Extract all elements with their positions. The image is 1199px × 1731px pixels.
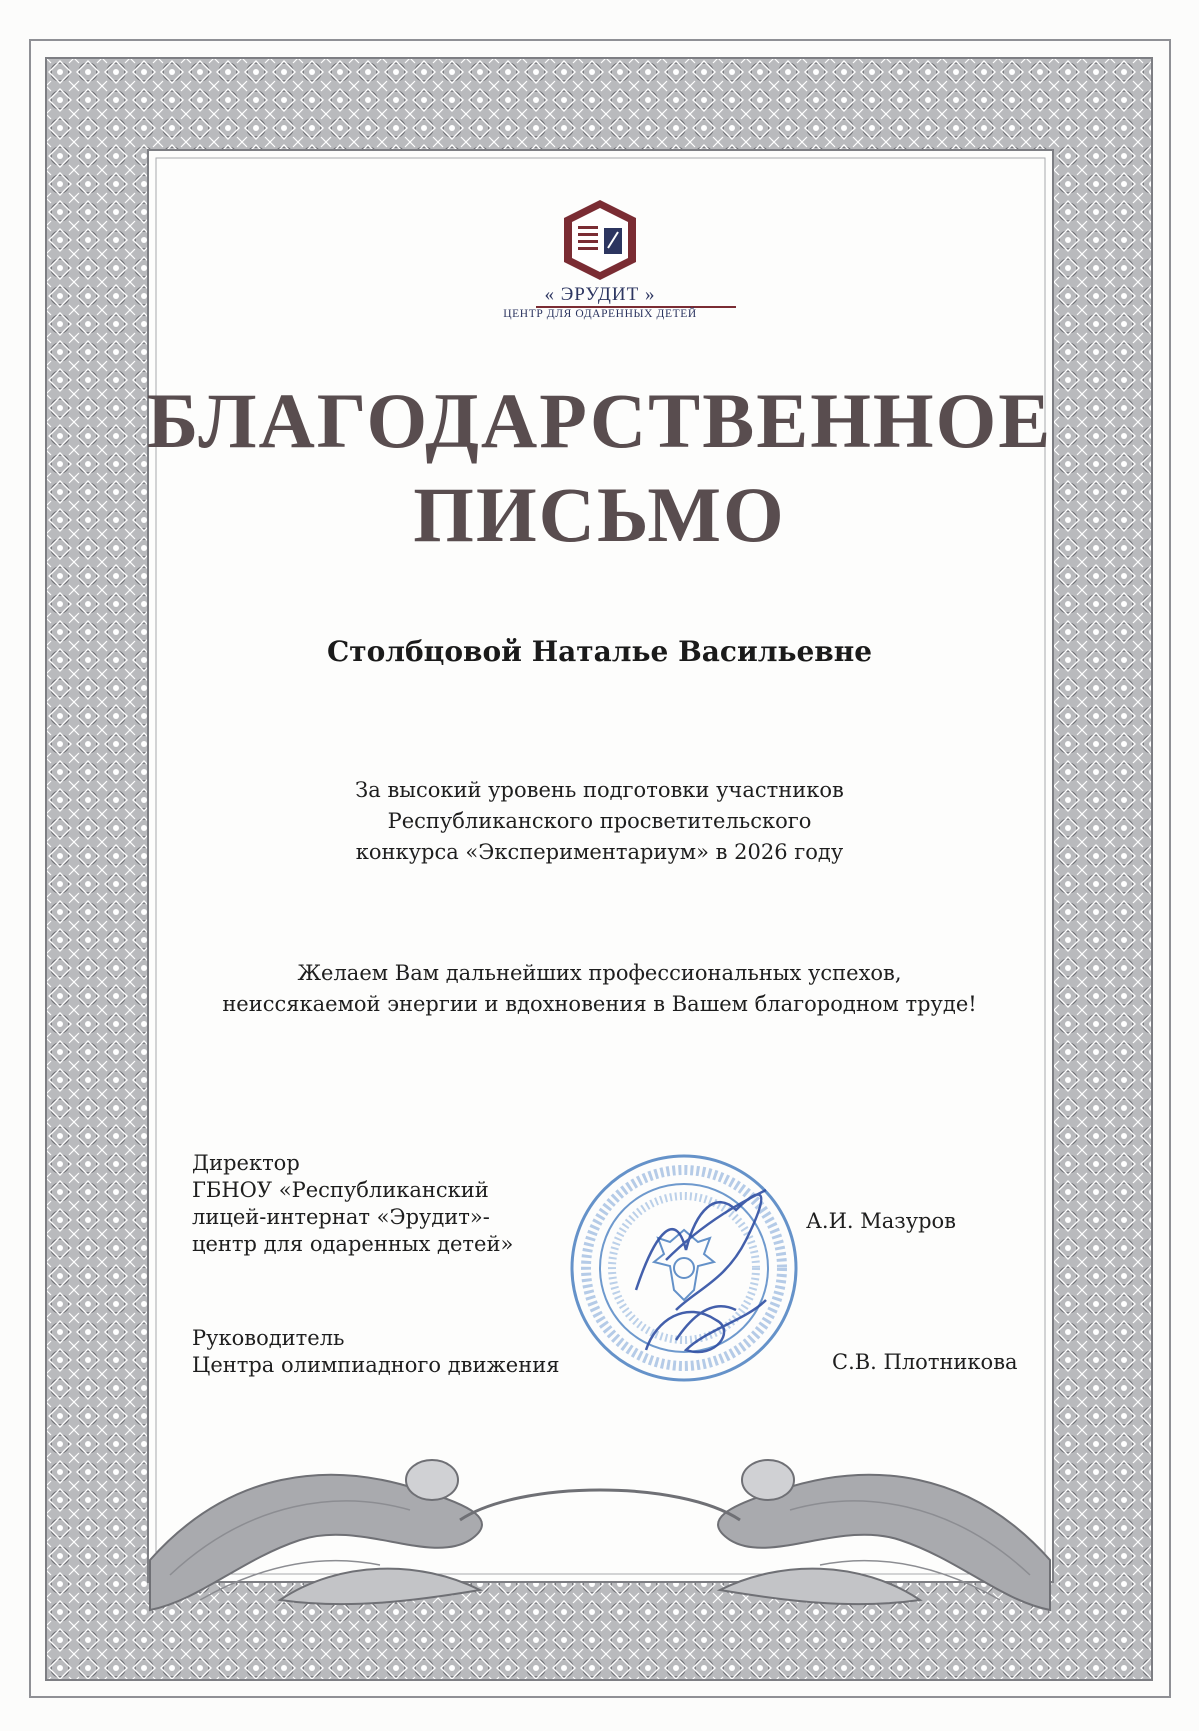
document-title-line2: ПИСЬМО: [413, 471, 786, 558]
director-title-line: Директор: [192, 1151, 300, 1175]
leader-title-line: Центра олимпиадного движения: [192, 1353, 560, 1377]
leader-title: [192, 1325, 559, 1379]
wishes-paragraph: [0, 958, 1199, 1020]
erudit-logo: [450, 196, 750, 326]
director-title-line: ГБНОУ «Республиканский: [192, 1178, 489, 1202]
reason-line: Республиканского просветительского: [387, 809, 812, 833]
director-title-line: лицей-интернат «Эрудит»-: [192, 1205, 490, 1229]
reason-paragraph: [0, 775, 1199, 868]
wishes-line: неиссякаемой энергии и вдохновения в Вашем благородном труде!: [222, 992, 977, 1016]
director-name: А.И. Мазуров: [806, 1209, 956, 1233]
director-title: [192, 1150, 513, 1258]
logo-subtitle: ЦЕНТР ДЛЯ ОДАРЕННЫХ ДЕТЕЙ: [503, 308, 697, 320]
director-title-line: центр для одаренных детей»: [192, 1232, 514, 1256]
leader-title-line: Руководитель: [192, 1326, 345, 1350]
leader-name: С.В. Плотникова: [832, 1350, 1018, 1374]
document-title-line1: БЛАГОДАРСТВЕННОЕ: [146, 377, 1053, 464]
logo-name: « ЭРУДИТ »: [544, 284, 656, 305]
recipient-name: Столбцовой Наталье Васильевне: [326, 635, 873, 668]
reason-line: За высокий уровень подготовки участников: [355, 778, 844, 802]
official-stamp: [566, 1150, 806, 1390]
wishes-line: Желаем Вам дальнейших профессиональных успехов,: [297, 961, 902, 985]
reason-line: конкурса «Экспериментариум» в 2026 году: [355, 840, 844, 864]
signature-mazurov: [636, 1190, 766, 1310]
logo-cube-icon: [450, 196, 750, 286]
